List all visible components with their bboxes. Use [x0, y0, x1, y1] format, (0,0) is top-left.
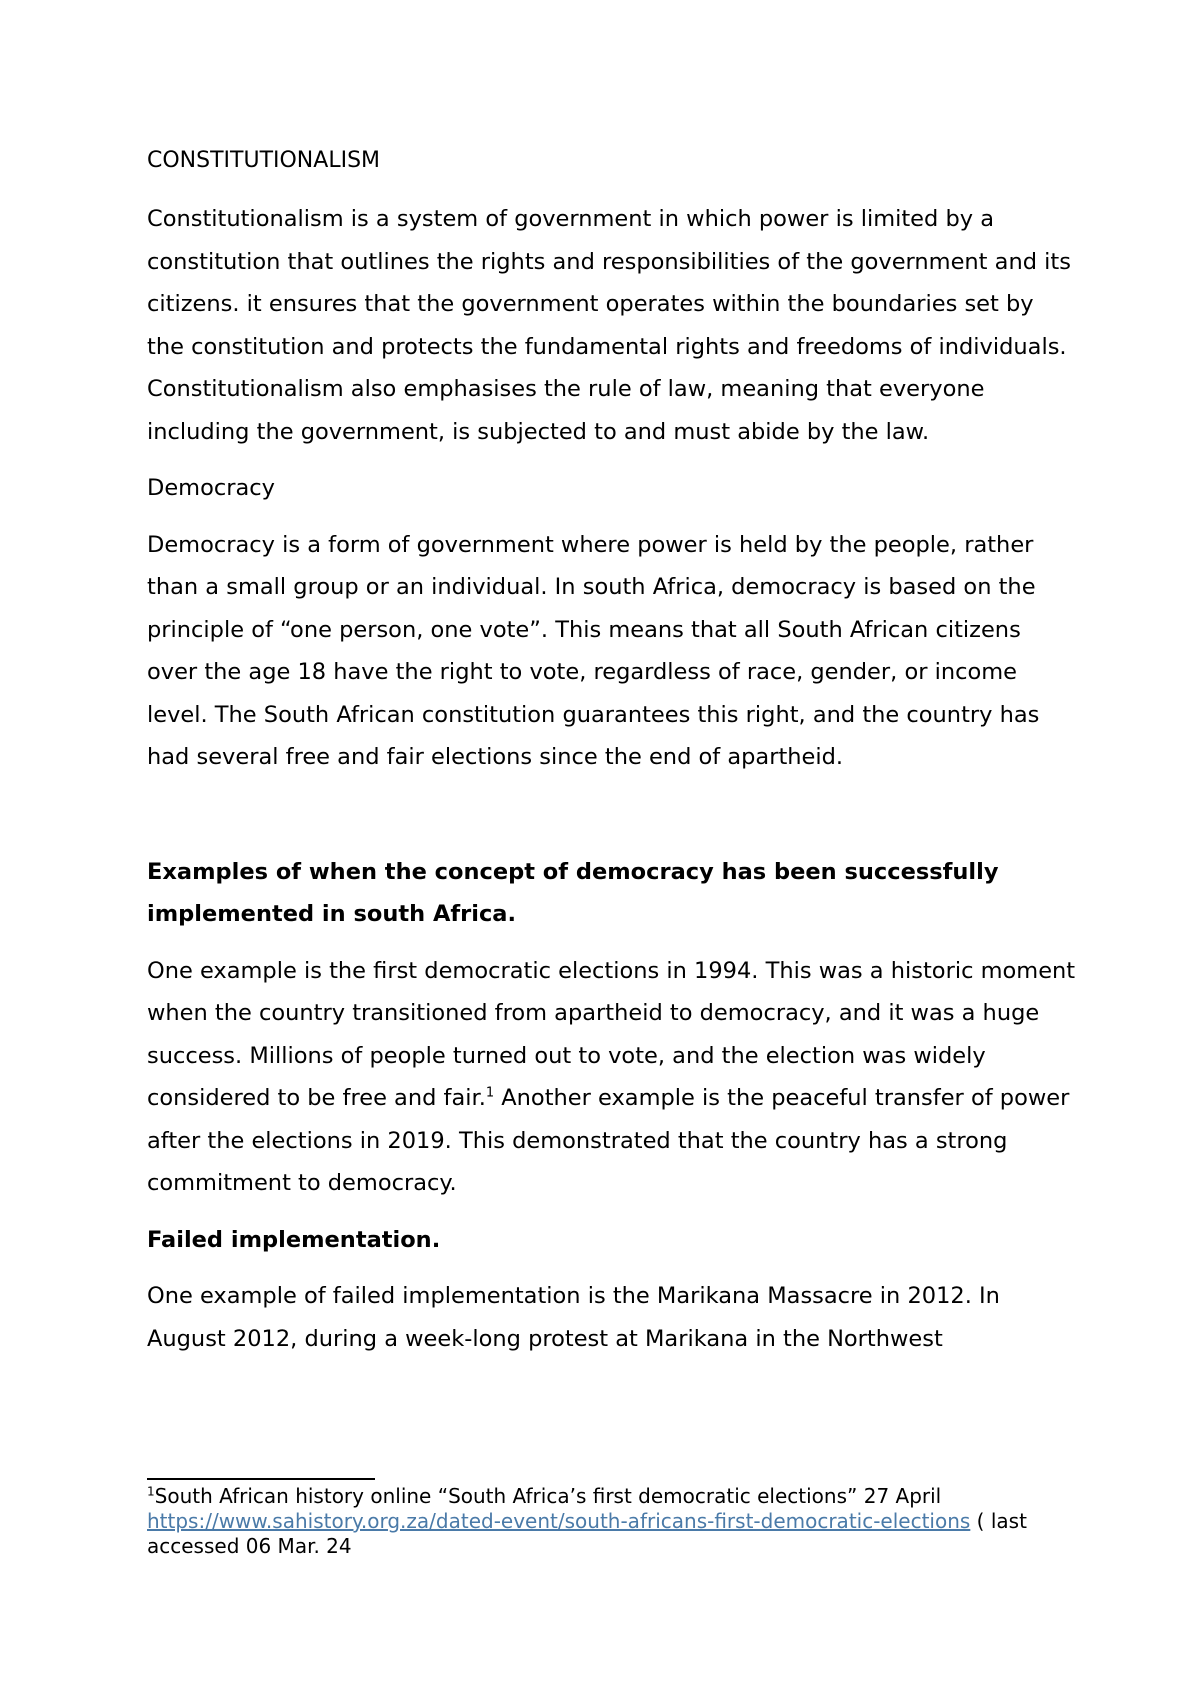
paragraph-failed-implementation: One example of failed implementation is the Marikana Massacre in 2012. In August 2012, during a week-long protest at Marikana in the Northwest	[147, 1283, 1000, 1352]
page-title: CONSTITUTIONALISM	[147, 148, 381, 173]
examples-text-part1: One example is the first democratic elections in 1994. This was a historic moment when the country transitioned from apartheid to democracy, and it was a huge success. Millions of people turned out to vote, and the election was widely considered to be free and fair.	[147, 957, 1076, 1111]
examples-text-part2: Another example is the peaceful transfer of power after the elections in 2019. This demonstrated that the country has a strong commitment to democracy.	[147, 1085, 1070, 1196]
paragraph-constitutionalism: Constitutionalism is a system of government in which power is limited by a constitution that outlines the rights and responsibilities of the government and its citizens. it ensures that the government operates within the boundaries set by the constitution and protects the fundamental rights and freedoms of individuals. Constitutionalism also emphasises the rule of law, meaning that everyone including the government, is subjected to and must abide by the law.	[147, 206, 1071, 445]
footnote-reference[interactable]: 1	[485, 1085, 495, 1101]
heading-examples: Examples of when the concept of democracy has been successfully implemented in south Africa.	[147, 858, 999, 927]
heading-failed-implementation: Failed implementation.	[147, 1226, 441, 1253]
footnote	[147, 1484, 1077, 1559]
footnote-link[interactable]: https://www.sahistory.org.za/dated-event/south-africans-first-democratic-elections	[147, 1509, 971, 1533]
paragraph-examples	[147, 950, 1077, 1205]
footnote-accessed-text: ( last accessed 06 Mar. 24	[147, 1509, 1027, 1558]
blank-line	[147, 793, 1077, 851]
heading-democracy: Democracy	[147, 475, 275, 501]
footnote-separator	[147, 1478, 375, 1480]
paragraph-democracy: Democracy is a form of government where power is held by the people, rather than a small group or an individual. In south Africa, democracy is based on the principle of “one person, one vote”. This means that all South African citizens over the age 18 have the right to vote, regardless of race, gender, or income level. The South African constitution guarantees this right, and the country has had several free and fair elections since the end of apartheid.	[147, 531, 1040, 770]
document-body	[147, 140, 1077, 1374]
footnote-text: South African history online “South Africa’s first democratic elections” 27 April	[154, 1484, 942, 1508]
footnote-number: 1	[147, 1484, 155, 1499]
